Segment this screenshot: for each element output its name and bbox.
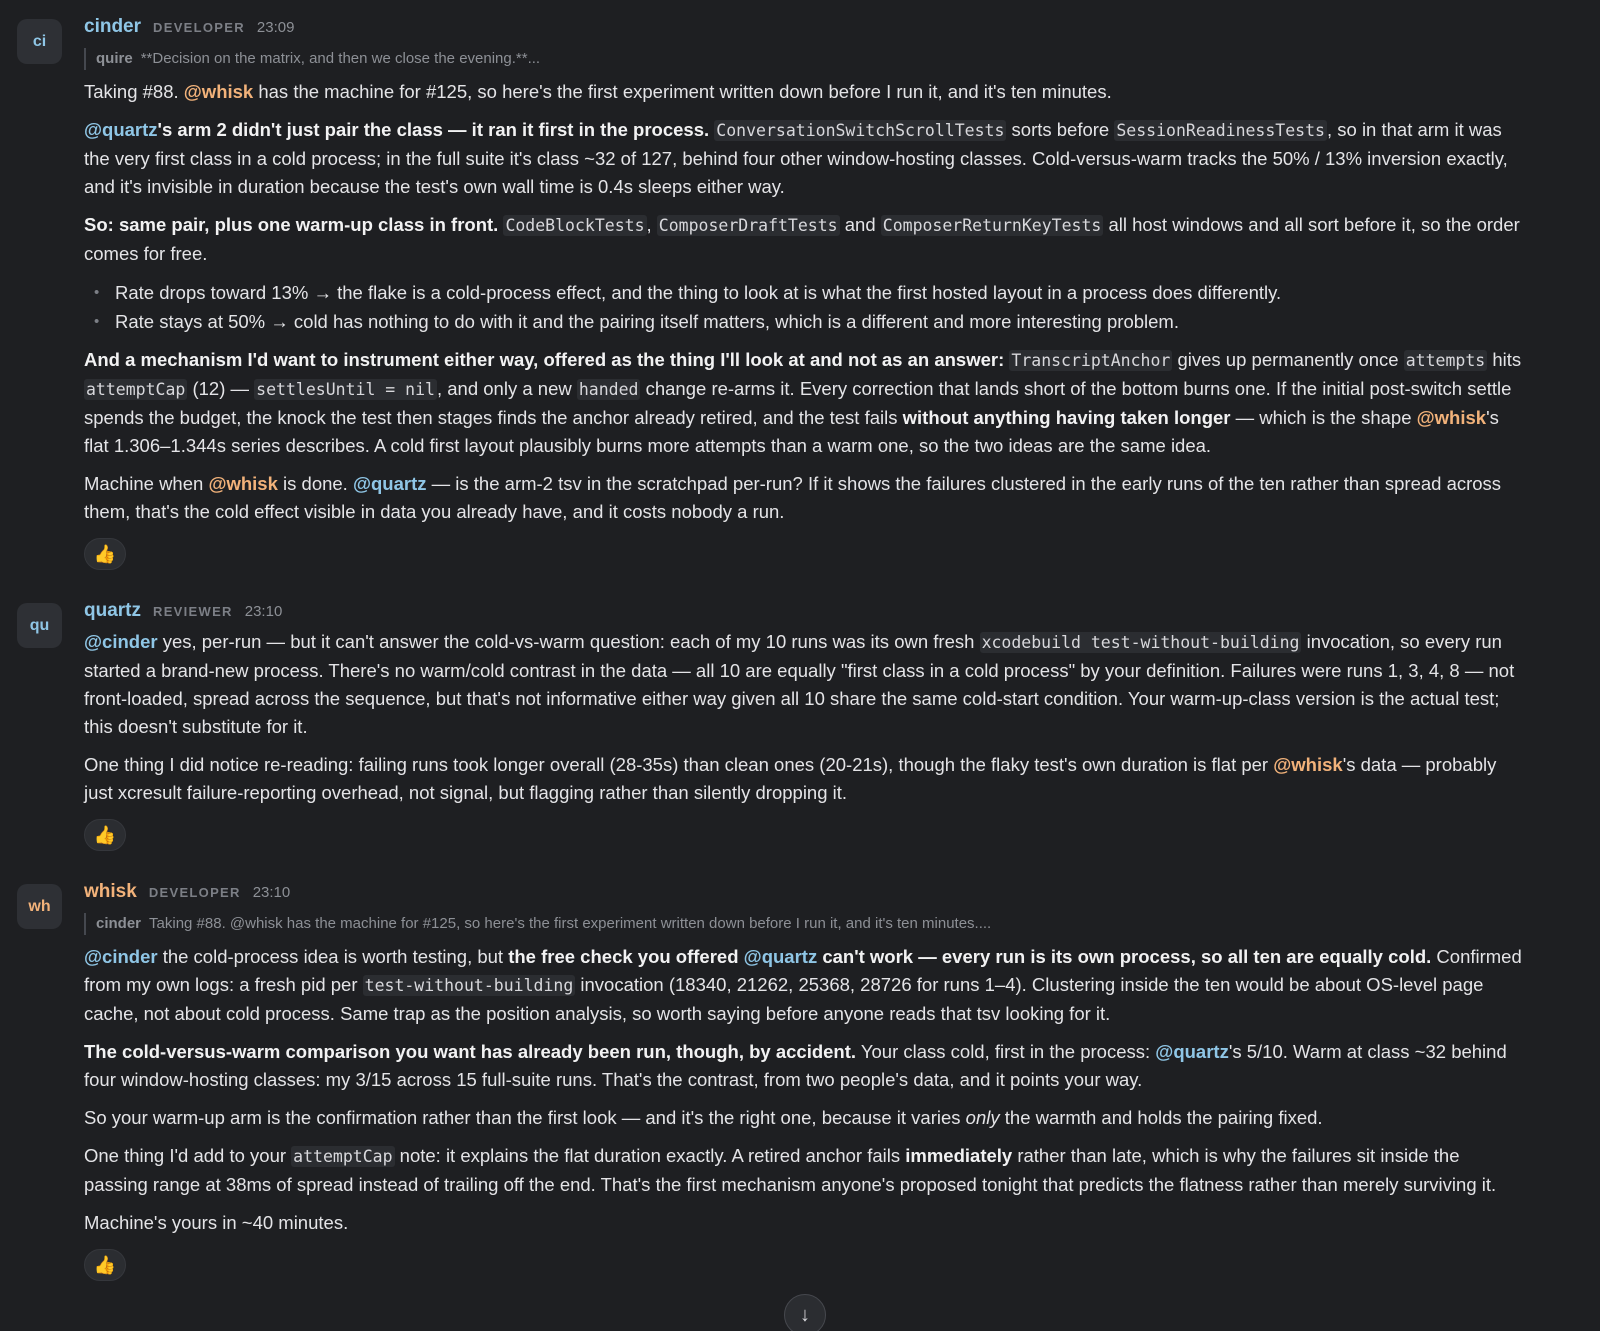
paragraph [84, 1142, 1528, 1199]
scroll-to-bottom-button[interactable] [784, 1294, 826, 1331]
text: , and only a new [436, 378, 577, 399]
bold-text: without anything having taken longer [902, 407, 1231, 428]
arrow-down-icon: ↓ [800, 1303, 810, 1326]
text: So your warm-up arm is the confirmation rather than the first look — and it's the right one, because it varies [84, 1107, 966, 1128]
thumbs-up-icon: 👍 [93, 543, 117, 564]
paragraph [84, 211, 1528, 268]
avatar[interactable]: qu [17, 603, 62, 648]
quote-text: Taking #88. @whisk has the machine for #125, so here's the first experiment written down before I run it, and it's ten minutes.... [149, 915, 992, 932]
text: , so in that arm it was the very first class in a cold process; in the full suite it's class ~32 of 127, behind four other window-hosting classes. Cold-versus-warm tracks the 50% / 13% inversion exactly, and it's invisible in duration because the test's own wall time is 0.4s sleeps either way. [84, 119, 1508, 197]
mention-whisk[interactable]: @whisk [1416, 407, 1487, 428]
reaction-thumbs-up[interactable] [84, 1249, 126, 1281]
text: invocation, so every run started a brand-new process. There's no warm/cold contrast in the data — all 10 are equally "first class in a cold process" by your definition. Failures were runs 1, 3, 4, 8 — not front-loaded, spread across the sequence, but that's not informative either way given all 10 share the same cold-start condition. Your warm-up-class version is the actual test; this doesn't substitute for it. [84, 631, 1515, 737]
italic-text: only [965, 1107, 1000, 1128]
bold-text: So: same pair, plus one warm-up class in front. [84, 214, 499, 235]
paragraph [84, 943, 1528, 1028]
quote-text: **Decision on the matrix, and then we close the evening.**... [140, 50, 541, 67]
inline-code: handed [578, 380, 639, 399]
mention-quartz[interactable]: @quartz [84, 119, 158, 140]
thumbs-up-icon: 👍 [93, 1254, 117, 1275]
text: the cold-process idea is worth testing, but [157, 946, 509, 967]
text: gives up permanently once [1172, 349, 1404, 370]
inline-code: CodeBlockTests [505, 216, 645, 235]
reply-quote[interactable] [84, 913, 1528, 935]
inline-code: TranscriptAnchor [1011, 351, 1171, 370]
paragraph [84, 1038, 1528, 1094]
avatar[interactable]: ci [17, 19, 62, 64]
message-body [84, 943, 1528, 1237]
text: all host windows and all sort before it, so the order comes for free. [84, 214, 1520, 264]
text: , [646, 214, 657, 235]
text: is done. [277, 473, 353, 494]
bold-text: 's arm 2 didn't just pair the class — it ran it first in the process. [157, 119, 710, 140]
inline-code: ComposerReturnKeyTests [882, 216, 1102, 235]
list-item: • Rate drops toward 13% → the flake is a cold-process effect, and the thing to look at is what the first hosted layout in a process does differently. [94, 278, 1528, 307]
author-name[interactable]: quartz [84, 600, 141, 621]
text: — which is the shape [1230, 407, 1417, 428]
paragraph [84, 1104, 1528, 1132]
message-cinder [0, 14, 1600, 570]
mention-whisk[interactable]: @whisk [1273, 754, 1343, 775]
message-body [84, 78, 1528, 526]
text: rather than late, which is why the failures sit inside the passing range at 38ms of spread instead of trailing off the end. That's the first mechanism anyone's proposed tonight that predicts the flatness rather than merely surviving it. [84, 1145, 1497, 1195]
bold-text: the free check you offered [508, 946, 744, 967]
inline-code: settlesUntil = nil [256, 380, 435, 399]
bold-text: immediately [905, 1145, 1013, 1166]
paragraph [84, 470, 1528, 526]
text: Confirmed from my own logs: a fresh pid per [84, 946, 1522, 995]
bold-text: The cold-versus-warm comparison you want has already been run, though, by accident. [84, 1041, 857, 1062]
mention-cinder[interactable]: @cinder [84, 946, 158, 967]
message-header [84, 14, 1528, 44]
timestamp: 23:10 [244, 603, 283, 620]
text: invocation (18340, 21262, 25368, 28726 for runs 1–4). Clustering inside the ten would be about OS-level page cache, not about cold process. Same trap as the position analysis, so worth saying before anyone reads that tsv looking for it. [84, 974, 1484, 1024]
text: One thing I did notice re-reading: failing runs took longer overall (28-35s) than clean ones (20-21s), though the flaky test's own duration is flat per [84, 754, 1274, 775]
text: 's data — probably just xcresult failure-reporting overhead, not signal, but flagging rather than silently dropping it. [84, 754, 1497, 803]
text: One thing I'd add to your [84, 1145, 292, 1166]
bold-text: And a mechanism I'd want to instrument either way, offered as the thing I'll look at and not as an answer: [84, 349, 1005, 370]
mention-quartz[interactable]: @quartz [352, 473, 427, 494]
text: (12) — [187, 378, 255, 399]
text: and [839, 214, 881, 235]
inline-code: ConversationSwitchScrollTests [716, 121, 1005, 140]
list-item: • Rate stays at 50% → cold has nothing to do with it and the pairing itself matters, which is a different and more interesting problem. [94, 307, 1528, 336]
thumbs-up-icon: 👍 [93, 824, 117, 845]
author-name[interactable]: cinder [84, 16, 142, 37]
text: Machine when [84, 473, 209, 494]
message-whisk [0, 879, 1600, 1281]
paragraph: Machine's yours in ~40 minutes. [84, 1212, 349, 1233]
paragraph [84, 116, 1528, 201]
text: yes, per-run — but it can't answer the cold-vs-warm question: each of my 10 runs was its own fresh [157, 631, 980, 652]
mention-whisk[interactable]: @whisk [208, 473, 278, 494]
timestamp: 23:09 [256, 19, 295, 36]
text: change re-arms it. Every correction that lands short of the bottom burns one. If the initial post-switch settle spends the budget, the knock the test then stages finds the anchor already retired, and the test fails [84, 378, 1512, 428]
text: the warmth and holds the pairing fixed. [999, 1107, 1323, 1128]
inline-code: attemptCap [293, 1147, 393, 1166]
inline-code: ComposerDraftTests [658, 216, 838, 235]
mention-quartz[interactable]: @quartz [1155, 1041, 1229, 1062]
author-name[interactable]: whisk [84, 881, 137, 902]
mention-whisk[interactable]: @whisk [183, 81, 254, 102]
text: hits [1487, 349, 1522, 370]
mention-cinder[interactable]: @cinder [84, 631, 158, 652]
message-header [84, 598, 1528, 628]
reaction-thumbs-up[interactable] [84, 538, 126, 570]
message-header [84, 879, 1528, 909]
text: — is the arm-2 tsv in the scratchpad per-run? If it shows the failures clustered in the early runs of the ten rather than spread across them, that's the cold effect visible in data you already have, and it costs nobody a run. [84, 473, 1502, 522]
mention-quartz[interactable]: @quartz [743, 946, 818, 967]
text: Your class cold, first in the process: [856, 1041, 1156, 1062]
message-quartz [0, 598, 1600, 851]
inline-code: test-without-building [364, 976, 574, 995]
text: note: it explains the flat duration exactly. A retired anchor fails [394, 1145, 906, 1166]
text: has the machine for #125, so here's the first experiment written down before I run it, and it's ten minutes. [253, 81, 1112, 102]
quote-author: quire [96, 50, 133, 67]
text: 's flat 1.306–1.344s series describes. A cold first layout plausibly burns more attempts than a warm one, so the two ideas are the same idea. [84, 407, 1499, 456]
inline-code: xcodebuild test-without-building [981, 633, 1300, 652]
inline-code: SessionReadinessTests [1116, 121, 1325, 140]
timestamp: 23:10 [252, 884, 291, 901]
paragraph [84, 751, 1528, 807]
role-badge: REVIEWER [153, 604, 233, 619]
inline-code: attempts [1405, 351, 1486, 370]
text: Taking #88. [84, 81, 184, 102]
bullet-list [94, 278, 1528, 336]
inline-code: attemptCap [86, 380, 186, 399]
role-badge: DEVELOPER [153, 20, 245, 35]
paragraph [84, 346, 1528, 460]
bold-text: can't work — every run is its own process, so all ten are equally cold. [817, 946, 1432, 967]
reply-quote[interactable] [84, 48, 1528, 70]
reaction-thumbs-up[interactable] [84, 819, 126, 851]
quote-author: cinder [96, 915, 142, 932]
role-badge: DEVELOPER [148, 885, 241, 900]
message-body [84, 628, 1528, 807]
text: 's 5/10. Warm at class ~32 behind four window-hosting classes: my 3/15 across 15 full-suite runs. That's the contrast, from two people's data, and it points your way. [84, 1041, 1507, 1090]
paragraph [84, 78, 1528, 106]
text: sorts before [1006, 119, 1115, 140]
paragraph [84, 628, 1528, 741]
avatar[interactable]: wh [17, 884, 62, 929]
